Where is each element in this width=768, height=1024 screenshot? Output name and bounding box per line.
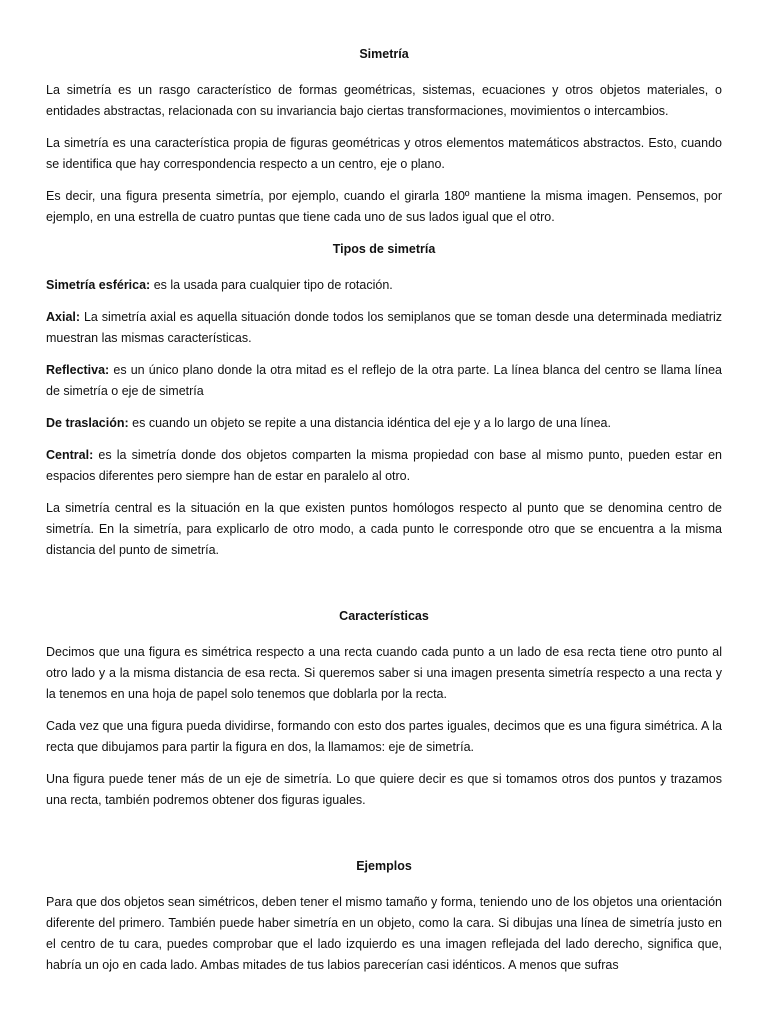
caracteristicas-heading: Características [339,609,429,623]
tipo-text: es un único plano donde la otra mitad es el reflejo de la otra parte. La línea blanca del centro se llama línea de simetría o eje de simetría [46,363,722,398]
tipo-term: Reflectiva: [46,363,110,377]
tipo-central [46,445,722,487]
intro-paragraph-2: La simetría es una característica propia de figuras geométricas y otros elementos matemáticos abstractos. Esto, cuando se identifica que hay correspondencia respecto a un centro, eje o plano. [46,136,722,171]
caracteristicas-paragraph-2: Cada vez que una figura pueda dividirse, formando con esto dos partes iguales, decimos que es una figura simétrica. A la recta que dibujamos para partir la figura en dos, la llamamos: eje de simetría. [46,719,722,754]
intro-paragraph-3: Es decir, una figura presenta simetría, por ejemplo, cuando el girarla 180º mantiene la misma imagen. Pensemos, por ejemplo, en una estrella de cuatro puntas que tiene cada uno de sus lados igual que el otro. [46,189,722,224]
caracteristicas-paragraph-3: Una figura puede tener más de un eje de simetría. Lo que quiere decir es que si tomamos otros dos puntos y trazamos una recta, también podremos obtener dos figuras iguales. [46,772,722,807]
tipo-reflectiva [46,360,722,402]
tipo-text: es la usada para cualquier tipo de rotación. [150,278,393,292]
tipo-term: De traslación: [46,416,129,430]
ejemplos-heading: Ejemplos [356,859,412,873]
tipo-text: es la simetría donde dos objetos comparten la misma propiedad con base al mismo punto, pueden estar en espacios diferentes pero siempre han de estar en paralelo al otro. [46,448,722,483]
caracteristicas-paragraph-1: Decimos que una figura es simétrica respecto a una recta cuando cada punto a un lado de esa recta tiene otro punto al otro lado y a la misma distancia de esa recta. Si queremos saber si una imagen presenta simetría respecto a una recta y la tenemos en una hoja de papel solo tenemos que doblarla por la recta. [46,645,722,701]
document-title: Simetría [359,47,409,61]
tipo-esferica [46,275,722,296]
tipo-traslacion [46,413,722,434]
tipo-term: Central: [46,448,94,462]
tipos-closing-paragraph: La simetría central es la situación en la que existen puntos homólogos respecto al punto que se denomina centro de simetría. En la simetría, para explicarlo de otro modo, a cada punto le corresponde otro que se encuentra a la misma distancia del punto de simetría. [46,501,722,557]
section-spacer [46,822,722,856]
tipos-heading: Tipos de simetría [332,242,436,256]
tipo-text: La simetría axial es aquella situación donde todos los semiplanos que se toman desde una determinada mediatriz muestran las mismas características. [46,310,722,345]
ejemplos-paragraph-1: Para que dos objetos sean simétricos, deben tener el mismo tamaño y forma, teniendo uno de los objetos una orientación diferente del primero. También puede haber simetría en un objeto, como la cara. Si dibujas una línea de simetría justo en el centro de tu cara, puedes comprobar que el lado izquierdo es una imagen reflejada del lado derecho, significa que, habría un ojo en cada lado. Ambas mitades de tus labios parecerían casi idénticos. A menos que sufras [46,895,722,972]
tipo-text: es cuando un objeto se repite a una distancia idéntica del eje y a lo largo de una línea. [128,416,611,430]
tipo-term: Axial: [46,310,81,324]
section-spacer [46,572,722,606]
tipo-term: Simetría esférica: [46,278,151,292]
tipo-axial [46,307,722,349]
intro-paragraph-1: La simetría es un rasgo característico de formas geométricas, sistemas, ecuaciones y otros objetos materiales, o entidades abstractas, relacionada con su invariancia bajo ciertas transformaciones, movimientos o intercambios. [46,83,722,118]
